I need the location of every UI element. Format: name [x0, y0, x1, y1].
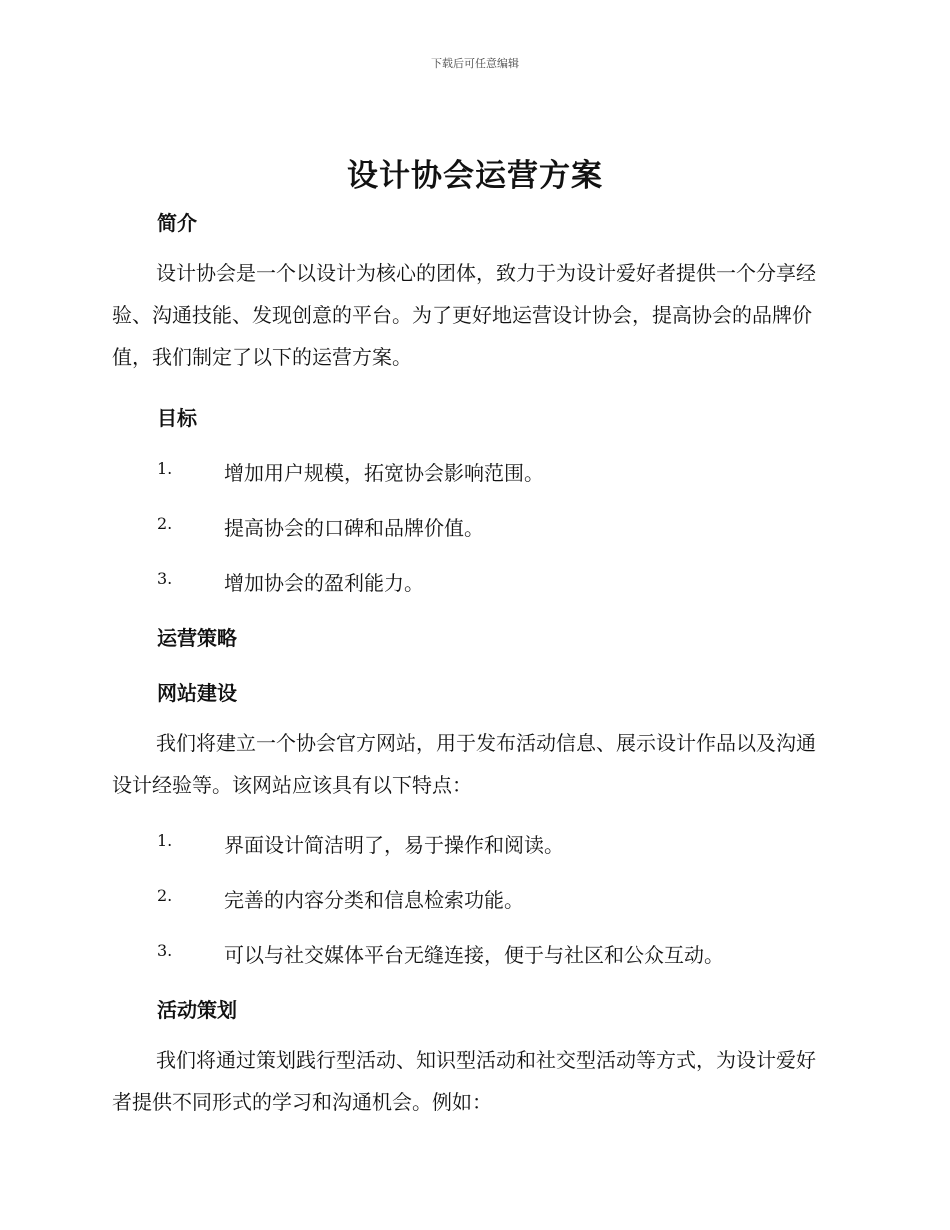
heading-events: 活动策划: [157, 998, 237, 1022]
paragraph-website: 我们将建立一个协会官方网站，用于发布活动信息、展示设计作品以及沟通设计经验等。该网站应该具有以下特点：: [112, 731, 816, 797]
list-number: 3.: [157, 569, 173, 588]
document-title: 设计协会运营方案: [347, 158, 603, 194]
heading-website: 网站建设: [157, 681, 237, 705]
list-text: 完善的内容分类和信息检索功能。: [224, 888, 524, 912]
heading-intro: 简介: [157, 211, 197, 235]
list-text: 增加协会的盈利能力。: [224, 571, 424, 595]
list-text: 界面设计简洁明了，易于操作和阅读。: [224, 833, 564, 857]
list-text: 提高协会的口碑和品牌价值。: [224, 516, 484, 540]
header-note: 下载后可任意编辑: [431, 57, 519, 70]
heading-strategy: 运营策略: [157, 626, 237, 650]
list-text: 可以与社交媒体平台无缝连接，便于与社区和公众互动。: [224, 943, 724, 967]
list-number: 2.: [157, 886, 173, 905]
paragraph-events: 我们将通过策划践行型活动、知识型活动和社交型活动等方式，为设计爱好者提供不同形式的学习和沟通机会。例如：: [112, 1048, 816, 1114]
list-number: 1.: [157, 831, 173, 850]
paragraph-intro: 设计协会是一个以设计为核心的团体，致力于为设计爱好者提供一个分享经验、沟通技能、发现创意的平台。为了更好地运营设计协会，提高协会的品牌价值，我们制定了以下的运营方案。: [112, 261, 816, 369]
list-number: 1.: [157, 459, 173, 478]
heading-goals: 目标: [157, 406, 197, 430]
list-text: 增加用户规模，拓宽协会影响范围。: [224, 461, 544, 485]
list-number: 3.: [157, 941, 173, 960]
list-number: 2.: [157, 514, 173, 533]
